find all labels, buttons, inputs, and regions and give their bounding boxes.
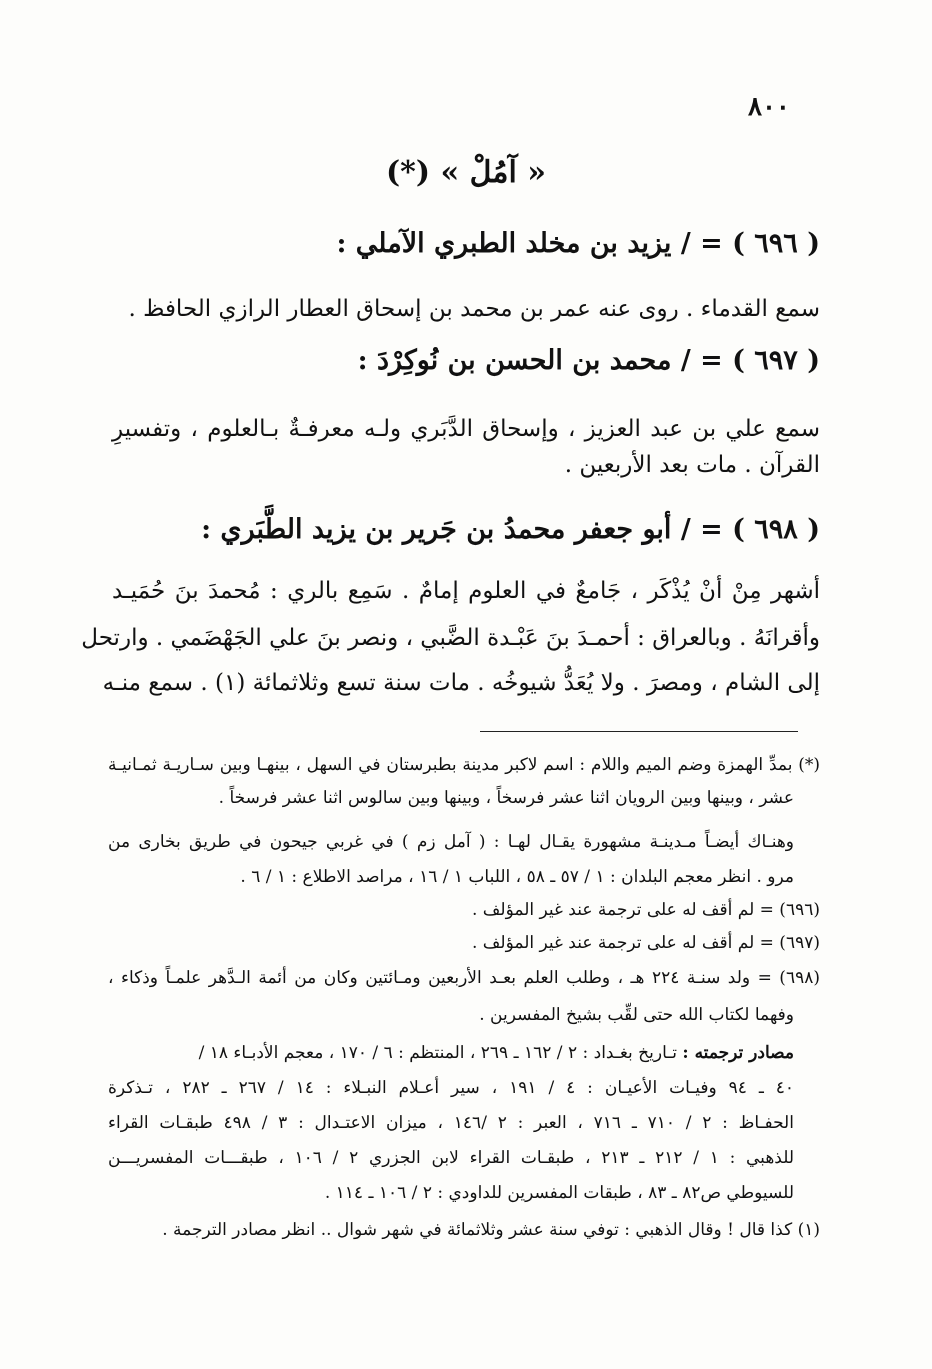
page-number: ٨٠٠ — [748, 92, 790, 122]
entry-698-line-3: إلى الشام ، ومصرَ . ولا يُعَدُّ شيوخُه . مات سنة تسع وثلاثمائة (١) . سمع منـه — [102, 670, 820, 696]
entry-698-line-1: أشهر مِنْ أنْ يُذْكَر ، جَامعٌ في العلوم إمامٌ . سَمِع بالري : مُحمدَ بنَ حُمَيـد — [112, 578, 820, 604]
section-title: « آمُلْ » (*) — [385, 155, 547, 190]
entry-heading-696: ( ٦٩٦ ) = / يزيد بن مخلد الطبري الآملي : — [336, 228, 820, 259]
footnote-698-sources-line-2: ٤٠ ـ ٩٤ وفيـات الأعيـان : ٤ / ١٩١ ، سير أعـلام النبـلاء : ١٤ / ٢٦٧ ـ ٢٨٢ ، تـذكرة — [108, 1078, 795, 1098]
footnote-698-sources-line-5: للسيوطي ص٨٢ ـ ٨٣ ، طبقات المفسرين للداودي : ٢ / ١٠٦ ـ ١١٤ . — [324, 1183, 794, 1203]
footnote-698-line-2: وفهما لكتاب الله حتى لقِّب بشيخ المفسرين . — [479, 1005, 794, 1025]
footnote-star-line-3: وهنـاك أيضـاً مـدينـة مشهورة يقـال لهـا : ( آمل زم ) في غربي جيحون في طريق بخارى من — [108, 832, 794, 852]
footnote-698-line-1: (٦٩٨) = ولد سنـة ٢٢٤ هـ ، وطلب العلم بعـد الأربعين ومـائتين وكان من أئمة الـدَّهر علمـاً وذكاء ، — [108, 968, 820, 988]
entry-heading-698: ( ٦٩٨ ) = / أبو جعفر محمدُ بن جَرير بن يزيد الطَّبَري : — [201, 514, 820, 545]
footnote-698-sources-line-4: للذهبي : ١ / ٢١٢ ـ ٢١٣ ، طبقـات القراء لابن الجزري ٢ / ١٠٦ ، طبقـــات المفسريـــن — [108, 1148, 795, 1168]
entry-698-line-2: وأقرانَهُ . وبالعراق : أحمـدَ بنَ عَبْـدة الضَّبي ، ونصر بنَ علي الجَهْضَمي . وارتحل — [81, 625, 820, 651]
footnote-star-line-2: عشر ، وبينها وبين الرويان اثنا عشر فرسخاً ، وبينها وبين سالوس اثنا عشر فرسخاً . — [218, 788, 794, 808]
sources-first-text: تـاريخ بغـداد : ٢ / ١٦٢ ـ ٢٦٩ ، المنتظم : ٦ / ١٧٠ ، معجم الأدبـاء ١٨ / — [198, 1043, 677, 1063]
footnote-697: (٦٩٧) = لم أقف له على ترجمة عند غير المؤلف . — [472, 933, 820, 953]
entry-697-line-1: سمع علي بن عبد العزيز ، وإسحاق الدَّبَري ولـه معرفـةٌ بـالعلوم ، وتفسيرِ — [112, 416, 820, 442]
sources-label: مصادر ترجمته : — [682, 1043, 794, 1063]
footnote-separator — [480, 731, 798, 732]
footnote-696: (٦٩٦) = لم أقف له على ترجمة عند غير المؤلف . — [472, 900, 820, 920]
entry-heading-697: ( ٦٩٧ ) = / محمد بن الحسن بن نُوكِرْدَ : — [357, 345, 820, 376]
entry-697-line-2: القرآن . مات بعد الأربعين . — [564, 452, 820, 478]
footnote-star-line-4: مرو . انظر معجم البلدان : ١ / ٥٧ ـ ٥٨ ، اللباب ١ / ١٦ ، مراصد الاطلاع : ١ / ٦ . — [240, 867, 794, 887]
entry-696-line-1: سمع القدماء . روى عنه عمر بن محمد بن إسحاق العطار الرازي الحافظ . — [128, 296, 820, 322]
footnote-698-sources-line-1 — [108, 1043, 794, 1063]
footnote-698-sources-line-3: الحفـاظ : ٢ / ٧١٠ ـ ٧١٦ ، العبر : ٢ /١٤٦ ، ميزان الاعتـدال : ٣ / ٤٩٨ طبقـات القراء — [108, 1113, 794, 1133]
footnote-1: (١) كذا قال ! وقال الذهبي : توفي سنة عشر وثلاثمائة في شهر شوال .. انظر مصادر الترجمة . — [162, 1220, 820, 1240]
footnote-star-line-1: (*) بمدِّ الهمزة وضم الميم واللام : اسم لاكبر مدينة بطبرستان في السهل ، بينهـا وبين سـاريـة ثمـانيـة — [108, 755, 820, 775]
